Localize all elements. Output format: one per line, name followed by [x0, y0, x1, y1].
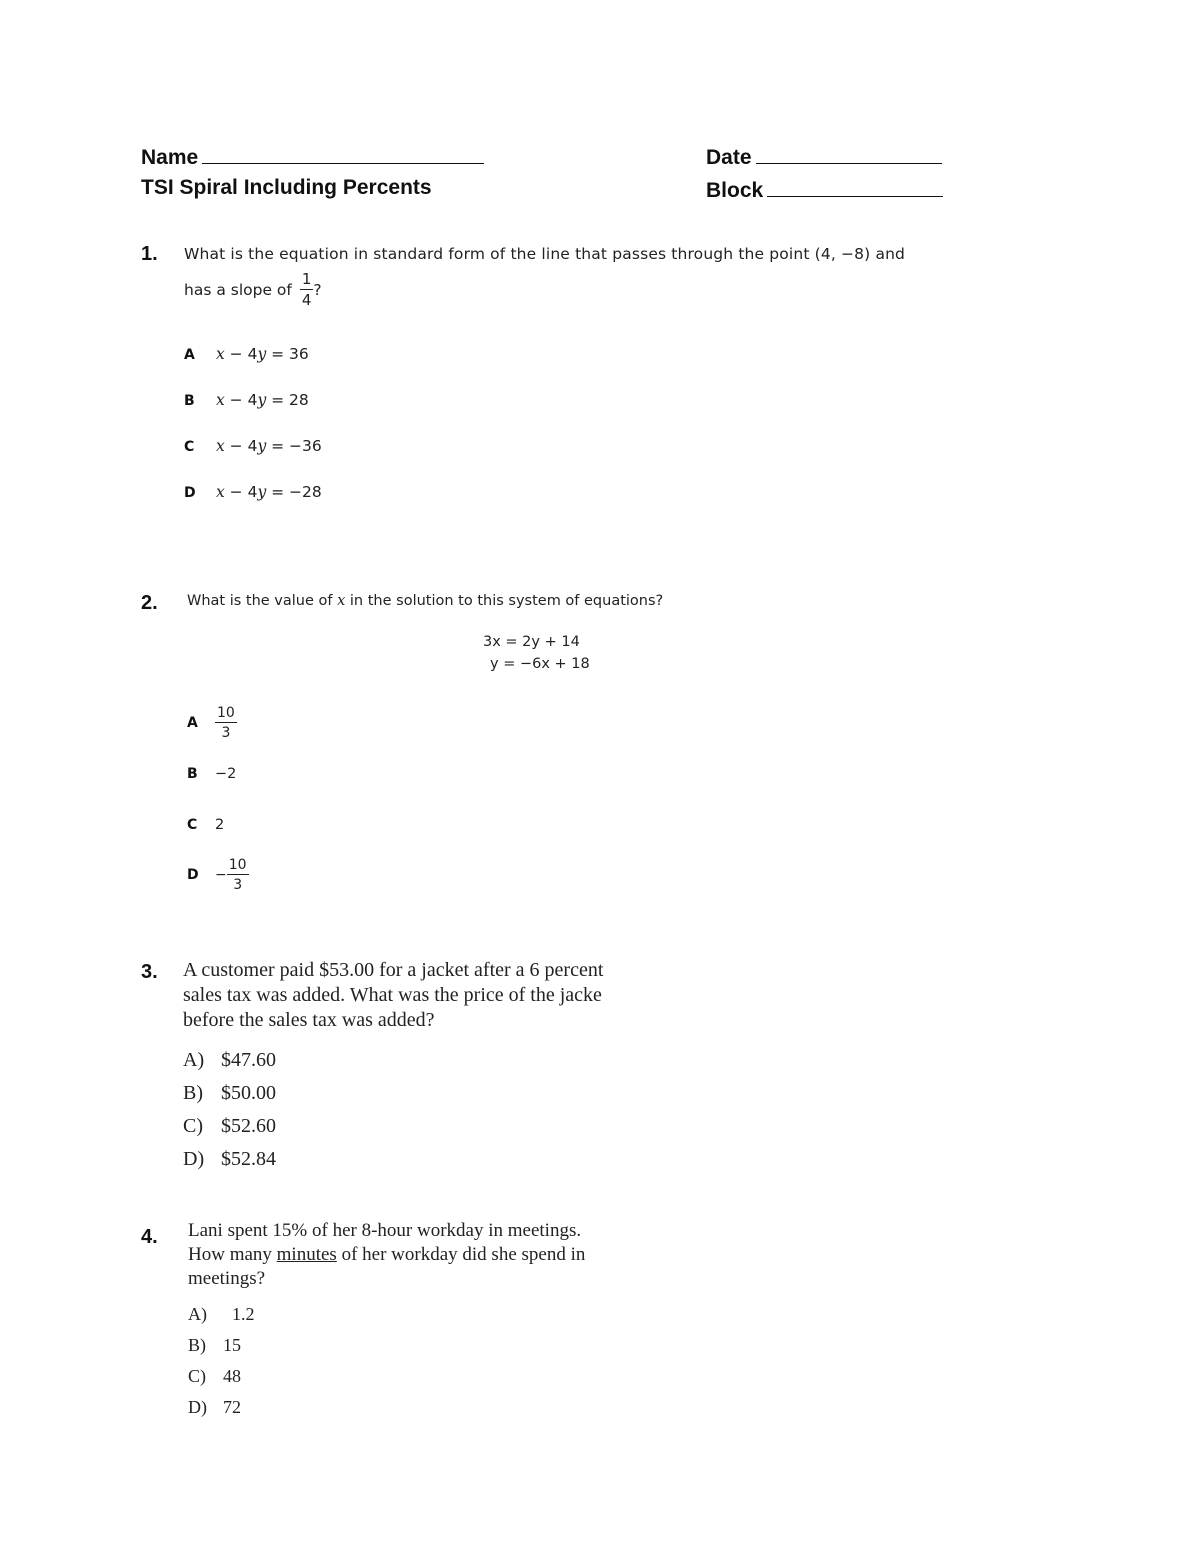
- option-letter: D): [188, 1397, 207, 1417]
- fraction-numerator: 10: [228, 857, 247, 873]
- option-value: −2: [215, 766, 237, 782]
- option-letter: D: [187, 867, 199, 883]
- question-4-option-d[interactable]: [188, 1397, 241, 1418]
- option-letter: B): [188, 1335, 206, 1355]
- question-4-line-2-start: How many: [188, 1244, 277, 1265]
- option-letter: B: [184, 393, 195, 409]
- worksheet-title: TSI Spiral Including Percents: [141, 176, 432, 199]
- question-3-option-a[interactable]: [183, 1049, 276, 1072]
- option-letter: B): [183, 1082, 203, 1104]
- date-field[interactable]: [706, 143, 942, 170]
- question-2-number: 2.: [141, 592, 158, 614]
- block-blank-line[interactable]: [767, 176, 943, 197]
- option-letter: A): [188, 1304, 207, 1324]
- fraction-denominator: 3: [221, 725, 231, 741]
- slope-fraction: [300, 272, 314, 308]
- question-2-option-b[interactable]: [187, 766, 236, 782]
- question-3-option-c[interactable]: [183, 1115, 276, 1138]
- question-3-option-b[interactable]: [183, 1082, 276, 1105]
- name-blank-line[interactable]: [202, 143, 484, 164]
- option-coef: − 4: [224, 391, 258, 409]
- question-2-option-a[interactable]: [187, 706, 237, 740]
- option-rhs: = −28: [266, 483, 322, 501]
- option-letter: C: [187, 817, 198, 833]
- question-4-text: [188, 1219, 585, 1291]
- question-4-option-c[interactable]: [188, 1366, 241, 1387]
- option-x: x: [216, 391, 225, 409]
- question-4-line-2-end: of her workday did she spend in: [336, 1244, 586, 1265]
- option-letter: D): [183, 1148, 205, 1170]
- system-equation-1: 3x = 2y + 14: [483, 634, 580, 650]
- question-4-option-b[interactable]: [188, 1335, 241, 1356]
- option-fraction: [227, 858, 249, 892]
- option-x: x: [216, 437, 225, 455]
- option-letter: A): [183, 1049, 205, 1071]
- question-1-number: 1.: [141, 243, 158, 265]
- question-2-variable: x: [337, 593, 346, 609]
- option-rhs: = 28: [266, 391, 309, 409]
- option-value: $52.60: [221, 1115, 276, 1137]
- option-rhs: = −36: [266, 437, 322, 455]
- option-sign: −: [215, 867, 227, 883]
- question-2-text-start: What is the value of: [187, 593, 338, 609]
- question-3-line-2: sales tax was added. What was the price of the jacke: [183, 984, 602, 1006]
- question-4-line-3: meetings?: [188, 1268, 266, 1289]
- question-1-option-a[interactable]: [184, 345, 309, 363]
- option-letter: C: [184, 439, 195, 455]
- option-value: 2: [215, 817, 225, 833]
- date-blank-line[interactable]: [756, 143, 942, 164]
- question-1-mark: ?: [313, 281, 322, 299]
- option-value: 15: [223, 1335, 241, 1355]
- question-1-text-line1: What is the equation in standard form of the line that passes through the point (4, −8) and: [184, 245, 906, 263]
- option-y: y: [257, 483, 267, 501]
- question-4-line-2: [188, 1243, 585, 1267]
- question-2-option-d[interactable]: [187, 858, 249, 892]
- question-3-option-d[interactable]: [183, 1148, 276, 1171]
- question-3-line-1: A customer paid $53.00 for a jacket after a 6 percent: [183, 959, 604, 981]
- question-1-option-c[interactable]: [184, 437, 322, 455]
- question-1-slope-text: has a slope of: [184, 281, 292, 299]
- option-x: x: [216, 345, 225, 363]
- option-value: 1.2: [232, 1304, 255, 1324]
- option-letter: A: [187, 715, 198, 731]
- question-2-text-end: in the solution to this system of equations?: [345, 593, 664, 609]
- slope-denominator: 4: [301, 291, 312, 309]
- option-y: y: [257, 437, 267, 455]
- question-3-text: [183, 958, 638, 1033]
- fraction-denominator: 3: [233, 877, 243, 893]
- option-rhs: = 36: [266, 345, 309, 363]
- question-4-underlined-word: minutes: [276, 1244, 337, 1265]
- question-4-number: 4.: [141, 1226, 158, 1248]
- option-value: $52.84: [221, 1148, 276, 1170]
- option-letter: A: [184, 347, 195, 363]
- question-1-text-line2: [184, 272, 322, 308]
- option-letter: D: [184, 485, 196, 501]
- block-label: Block: [706, 179, 764, 202]
- block-field[interactable]: [706, 176, 943, 203]
- option-y: y: [257, 345, 267, 363]
- question-3-number: 3.: [141, 961, 158, 983]
- question-1-option-d[interactable]: [184, 483, 322, 501]
- question-2-option-c[interactable]: [187, 817, 224, 833]
- option-y: y: [257, 391, 267, 409]
- date-label: Date: [706, 146, 752, 169]
- question-3-line-3: before the sales tax was added?: [183, 1009, 435, 1031]
- question-2-text: [187, 593, 663, 609]
- fraction-numerator: 10: [217, 705, 235, 721]
- option-coef: − 4: [224, 483, 258, 501]
- question-4-option-a[interactable]: [188, 1304, 255, 1325]
- option-value: $47.60: [221, 1049, 276, 1071]
- name-label: Name: [141, 146, 199, 169]
- option-letter: C): [183, 1115, 203, 1137]
- question-1-option-b[interactable]: [184, 391, 309, 409]
- option-coef: − 4: [224, 437, 258, 455]
- option-value: 48: [223, 1366, 241, 1386]
- option-letter: B: [187, 766, 198, 782]
- slope-numerator: 1: [301, 270, 312, 288]
- option-value: $50.00: [221, 1082, 276, 1104]
- name-field[interactable]: [141, 143, 484, 170]
- option-value: 72: [223, 1397, 241, 1417]
- option-letter: C): [188, 1366, 206, 1386]
- question-4-line-1: Lani spent 15% of her 8-hour workday in meetings.: [188, 1220, 582, 1241]
- option-fraction: [215, 706, 237, 740]
- option-coef: − 4: [224, 345, 258, 363]
- system-equation-2: y = −6x + 18: [490, 656, 590, 672]
- option-x: x: [216, 483, 225, 501]
